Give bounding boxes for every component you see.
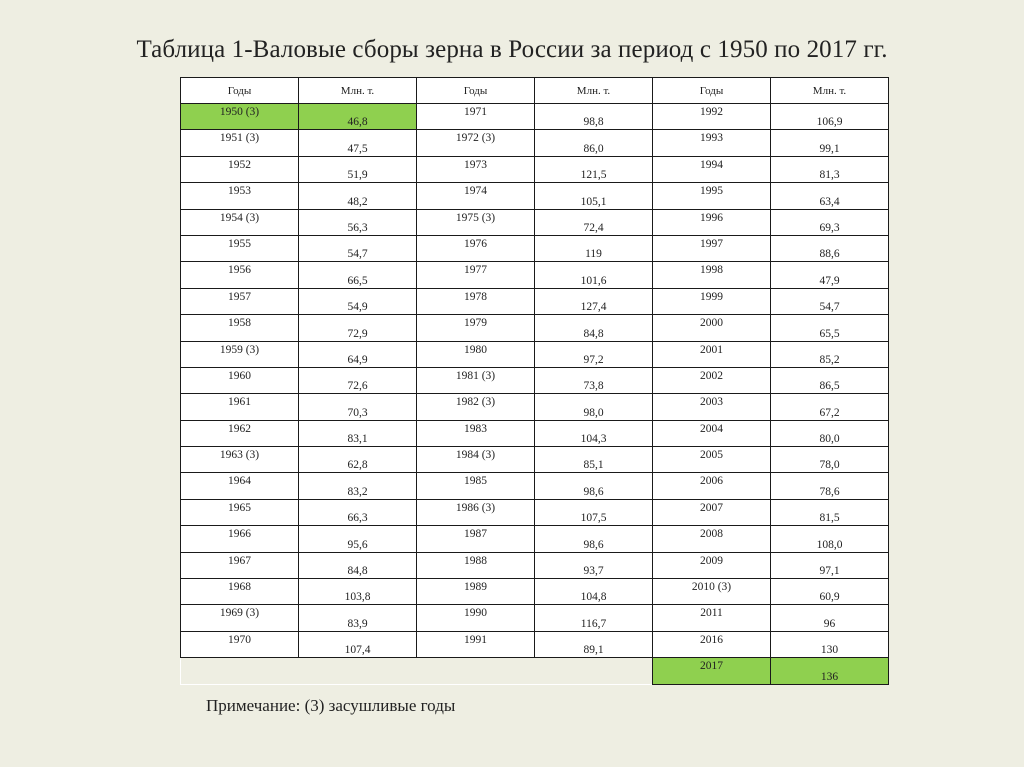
table-row — [181, 552, 889, 578]
table-row — [181, 447, 889, 473]
year-cell: 2001 — [653, 341, 771, 367]
value-cell: 60,9 — [771, 579, 889, 605]
year-cell: 1967 — [181, 552, 299, 578]
column-header-years: Годы — [181, 78, 299, 104]
year-cell: 2003 — [653, 394, 771, 420]
empty-cell — [535, 658, 653, 684]
year-cell: 1955 — [181, 235, 299, 261]
table-row — [181, 235, 889, 261]
value-cell: 85,2 — [771, 341, 889, 367]
year-cell: 1987 — [417, 526, 535, 552]
value-cell: 84,8 — [299, 552, 417, 578]
table-row — [181, 315, 889, 341]
year-cell: 2002 — [653, 367, 771, 393]
value-cell: 98,6 — [535, 473, 653, 499]
year-cell: 1964 — [181, 473, 299, 499]
year-cell: 1982 (3) — [417, 394, 535, 420]
year-cell: 1990 — [417, 605, 535, 631]
table-row — [181, 104, 889, 130]
table-header-row — [181, 78, 889, 104]
value-cell: 93,7 — [535, 552, 653, 578]
value-cell: 51,9 — [299, 156, 417, 182]
table-row — [181, 631, 889, 657]
value-cell: 62,8 — [299, 447, 417, 473]
value-cell: 78,0 — [771, 447, 889, 473]
year-cell: 1998 — [653, 262, 771, 288]
value-cell: 127,4 — [535, 288, 653, 314]
value-cell: 88,6 — [771, 235, 889, 261]
value-cell: 67,2 — [771, 394, 889, 420]
column-header-years: Годы — [653, 78, 771, 104]
year-cell: 1975 (3) — [417, 209, 535, 235]
year-cell: 1965 — [181, 499, 299, 525]
table-row — [181, 156, 889, 182]
value-cell: 108,0 — [771, 526, 889, 552]
value-cell: 83,2 — [299, 473, 417, 499]
value-cell: 78,6 — [771, 473, 889, 499]
value-cell: 63,4 — [771, 183, 889, 209]
year-cell: 1971 — [417, 104, 535, 130]
year-cell: 1972 (3) — [417, 130, 535, 156]
year-cell: 1995 — [653, 183, 771, 209]
value-cell: 86,5 — [771, 367, 889, 393]
year-cell: 2005 — [653, 447, 771, 473]
value-cell: 103,8 — [299, 579, 417, 605]
table-row — [181, 526, 889, 552]
year-cell: 2011 — [653, 605, 771, 631]
year-cell: 1953 — [181, 183, 299, 209]
value-cell: 106,9 — [771, 104, 889, 130]
year-cell: 1994 — [653, 156, 771, 182]
value-cell: 54,9 — [299, 288, 417, 314]
value-cell: 105,1 — [535, 183, 653, 209]
empty-cell — [299, 658, 417, 684]
year-cell: 1976 — [417, 235, 535, 261]
value-cell: 66,3 — [299, 499, 417, 525]
value-cell: 119 — [535, 235, 653, 261]
table-row — [181, 605, 889, 631]
value-cell: 80,0 — [771, 420, 889, 446]
value-cell: 56,3 — [299, 209, 417, 235]
table-row — [181, 341, 889, 367]
value-cell: 136 — [771, 658, 889, 684]
year-cell: 1966 — [181, 526, 299, 552]
value-cell: 89,1 — [535, 631, 653, 657]
year-cell: 1989 — [417, 579, 535, 605]
value-cell: 73,8 — [535, 367, 653, 393]
value-cell: 81,3 — [771, 156, 889, 182]
value-cell: 84,8 — [535, 315, 653, 341]
year-cell: 1962 — [181, 420, 299, 446]
year-cell: 1991 — [417, 631, 535, 657]
year-cell: 2007 — [653, 499, 771, 525]
year-cell: 2016 — [653, 631, 771, 657]
value-cell: 66,5 — [299, 262, 417, 288]
year-cell: 1980 — [417, 341, 535, 367]
year-cell: 1957 — [181, 288, 299, 314]
empty-cell — [181, 658, 299, 684]
value-cell: 116,7 — [535, 605, 653, 631]
value-cell: 99,1 — [771, 130, 889, 156]
year-cell: 1960 — [181, 367, 299, 393]
value-cell: 104,3 — [535, 420, 653, 446]
grain-harvest-table — [180, 77, 889, 685]
value-cell: 98,0 — [535, 394, 653, 420]
table-body — [181, 78, 889, 685]
year-cell: 1974 — [417, 183, 535, 209]
year-cell: 1997 — [653, 235, 771, 261]
year-cell: 1968 — [181, 579, 299, 605]
year-cell: 1999 — [653, 288, 771, 314]
value-cell: 69,3 — [771, 209, 889, 235]
year-cell: 1956 — [181, 262, 299, 288]
year-cell: 1984 (3) — [417, 447, 535, 473]
year-cell: 2009 — [653, 552, 771, 578]
value-cell: 54,7 — [771, 288, 889, 314]
table-row — [181, 473, 889, 499]
value-cell: 72,9 — [299, 315, 417, 341]
year-cell: 2000 — [653, 315, 771, 341]
value-cell: 121,5 — [535, 156, 653, 182]
value-cell: 98,8 — [535, 104, 653, 130]
year-cell: 1958 — [181, 315, 299, 341]
value-cell: 104,8 — [535, 579, 653, 605]
value-cell: 54,7 — [299, 235, 417, 261]
value-cell: 70,3 — [299, 394, 417, 420]
table-row — [181, 579, 889, 605]
table-row — [181, 367, 889, 393]
value-cell: 95,6 — [299, 526, 417, 552]
year-cell: 1970 — [181, 631, 299, 657]
year-cell: 2017 — [653, 658, 771, 684]
year-cell: 1977 — [417, 262, 535, 288]
table-row — [181, 130, 889, 156]
year-cell: 1950 (3) — [181, 104, 299, 130]
year-cell: 1952 — [181, 156, 299, 182]
year-cell: 1959 (3) — [181, 341, 299, 367]
column-header-value: Млн. т. — [771, 78, 889, 104]
value-cell: 47,5 — [299, 130, 417, 156]
year-cell: 2006 — [653, 473, 771, 499]
value-cell: 97,1 — [771, 552, 889, 578]
value-cell: 130 — [771, 631, 889, 657]
table-row — [181, 209, 889, 235]
value-cell: 107,5 — [535, 499, 653, 525]
year-cell: 1988 — [417, 552, 535, 578]
page-title: Таблица 1-Валовые сборы зерна в России за период с 1950 по 2017 гг. — [136, 36, 888, 63]
value-cell: 86,0 — [535, 130, 653, 156]
table-row — [181, 262, 889, 288]
year-cell: 1969 (3) — [181, 605, 299, 631]
year-cell: 1992 — [653, 104, 771, 130]
value-cell: 48,2 — [299, 183, 417, 209]
value-cell: 83,1 — [299, 420, 417, 446]
value-cell: 107,4 — [299, 631, 417, 657]
year-cell: 1996 — [653, 209, 771, 235]
year-cell: 1993 — [653, 130, 771, 156]
column-header-value: Млн. т. — [535, 78, 653, 104]
value-cell: 83,9 — [299, 605, 417, 631]
column-header-value: Млн. т. — [299, 78, 417, 104]
year-cell: 1963 (3) — [181, 447, 299, 473]
year-cell: 1979 — [417, 315, 535, 341]
year-cell: 1986 (3) — [417, 499, 535, 525]
table-row — [181, 183, 889, 209]
year-cell: 1961 — [181, 394, 299, 420]
table-row — [181, 658, 889, 684]
value-cell: 72,4 — [535, 209, 653, 235]
year-cell: 1981 (3) — [417, 367, 535, 393]
value-cell: 81,5 — [771, 499, 889, 525]
year-cell: 1983 — [417, 420, 535, 446]
year-cell: 2008 — [653, 526, 771, 552]
year-cell: 1951 (3) — [181, 130, 299, 156]
table-row — [181, 499, 889, 525]
table-row — [181, 394, 889, 420]
year-cell: 2004 — [653, 420, 771, 446]
value-cell: 97,2 — [535, 341, 653, 367]
value-cell: 101,6 — [535, 262, 653, 288]
value-cell: 46,8 — [299, 104, 417, 130]
value-cell: 64,9 — [299, 341, 417, 367]
year-cell: 1985 — [417, 473, 535, 499]
table-row — [181, 420, 889, 446]
value-cell: 98,6 — [535, 526, 653, 552]
year-cell: 1978 — [417, 288, 535, 314]
value-cell: 72,6 — [299, 367, 417, 393]
year-cell: 1973 — [417, 156, 535, 182]
note-text: Примечание: (3) засушливые годы — [206, 696, 456, 715]
year-cell: 2010 (3) — [653, 579, 771, 605]
value-cell: 96 — [771, 605, 889, 631]
value-cell: 65,5 — [771, 315, 889, 341]
year-cell: 1954 (3) — [181, 209, 299, 235]
value-cell: 85,1 — [535, 447, 653, 473]
table-row — [181, 288, 889, 314]
column-header-years: Годы — [417, 78, 535, 104]
empty-cell — [417, 658, 535, 684]
value-cell: 47,9 — [771, 262, 889, 288]
